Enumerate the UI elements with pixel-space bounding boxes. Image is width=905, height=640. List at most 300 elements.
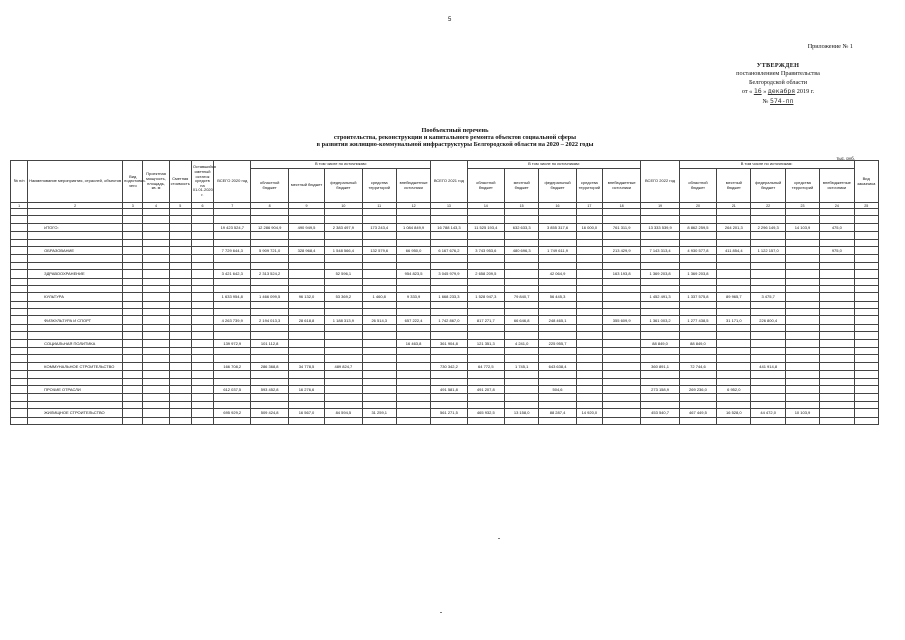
blank-cell	[679, 278, 716, 285]
row-value	[396, 409, 430, 417]
row-empty-cell	[123, 409, 143, 417]
col-header-name: Наименование мероприятия, отраслей, объектов	[28, 161, 123, 203]
blank-cell	[785, 255, 819, 262]
blank-cell	[191, 394, 213, 401]
blank-cell	[576, 309, 602, 316]
row-value	[602, 339, 640, 347]
blank-cell	[641, 285, 679, 292]
col-header-capacity: Проектная мощность, площадь, кв. м	[143, 161, 169, 203]
row-value: 465 932,5	[467, 409, 504, 417]
row-empty-cell	[143, 293, 169, 301]
blank-cell	[602, 324, 640, 331]
blank-cell	[576, 285, 602, 292]
blank-cell	[11, 216, 28, 223]
blank-cell	[602, 355, 640, 362]
approved-heading: УТВЕРЖДЕН	[756, 61, 800, 69]
blank-cell	[576, 417, 602, 424]
blank-cell	[11, 324, 28, 331]
blank-cell	[325, 332, 362, 339]
blank-cell	[820, 255, 854, 262]
blank-cell	[288, 239, 324, 246]
blank-cell	[602, 348, 640, 355]
row-number	[11, 339, 28, 347]
blank-cell	[751, 355, 785, 362]
blank-cell	[143, 232, 169, 239]
row-value: 226 800,4	[751, 316, 785, 324]
blank-cell	[143, 285, 169, 292]
blank-cell	[396, 324, 430, 331]
blank-cell	[505, 216, 539, 223]
blank-cell	[11, 394, 28, 401]
blank-cell	[396, 309, 430, 316]
row-value: 453 540,7	[641, 409, 679, 417]
blank-cell	[431, 232, 467, 239]
column-number: 19	[641, 203, 679, 209]
blank-cell	[288, 309, 324, 316]
row-value: 84 594,5	[325, 409, 362, 417]
blank-row	[11, 371, 879, 378]
blank-cell	[251, 417, 288, 424]
blank-cell	[602, 209, 640, 216]
blank-cell	[362, 417, 396, 424]
row-value: 132 579,6	[362, 246, 396, 254]
col-2020-local: местный бюджет	[288, 169, 324, 203]
blank-cell	[325, 348, 362, 355]
blank-row	[11, 301, 879, 308]
blank-cell	[679, 417, 716, 424]
blank-cell	[679, 239, 716, 246]
blank-cell	[602, 371, 640, 378]
row-value: 490 949,5	[288, 223, 324, 231]
blank-cell	[396, 285, 430, 292]
approval-block	[703, 43, 853, 107]
blank-cell	[251, 209, 288, 216]
blank-cell	[325, 239, 362, 246]
blank-cell	[751, 285, 785, 292]
row-value: 2 296 149,3	[751, 223, 785, 231]
blank-cell	[325, 262, 362, 269]
blank-cell	[467, 371, 504, 378]
blank-cell	[751, 401, 785, 408]
blank-row	[11, 255, 879, 262]
blank-cell	[539, 355, 576, 362]
blank-cell	[539, 309, 576, 316]
column-number: 9	[288, 203, 324, 209]
blank-cell	[28, 301, 123, 308]
row-value	[854, 246, 878, 254]
blank-cell	[820, 371, 854, 378]
blank-cell	[362, 232, 396, 239]
blank-cell	[641, 355, 679, 362]
blank-cell	[576, 401, 602, 408]
blank-row	[11, 332, 879, 339]
blank-cell	[751, 216, 785, 223]
blank-cell	[641, 394, 679, 401]
row-value: 730 342,2	[431, 362, 467, 370]
row-value	[751, 270, 785, 278]
blank-cell	[717, 378, 751, 385]
blank-cell	[785, 285, 819, 292]
blank-cell	[602, 301, 640, 308]
row-empty-cell	[123, 362, 143, 370]
blank-cell	[467, 216, 504, 223]
row-value: 489 824,7	[325, 362, 362, 370]
blank-cell	[288, 209, 324, 216]
blank-cell	[539, 394, 576, 401]
blank-cell	[191, 378, 213, 385]
row-value: 1 122 157,0	[751, 246, 785, 254]
blank-cell	[467, 309, 504, 316]
row-value: 411 854,4	[717, 246, 751, 254]
blank-cell	[396, 348, 430, 355]
blank-cell	[602, 378, 640, 385]
table-row	[11, 316, 879, 324]
row-value	[785, 293, 819, 301]
col-header-total-2021: ВСЕГО 2021 год	[431, 161, 467, 203]
blank-cell	[288, 216, 324, 223]
blank-cell	[396, 394, 430, 401]
blank-cell	[602, 285, 640, 292]
blank-cell	[396, 378, 430, 385]
blank-cell	[214, 348, 251, 355]
row-value: 1 188 313,9	[325, 316, 362, 324]
blank-cell	[576, 216, 602, 223]
table-body	[11, 203, 879, 425]
row-value: 13 333 539,9	[641, 223, 679, 231]
blank-cell	[251, 239, 288, 246]
blank-cell	[191, 309, 213, 316]
row-empty-cell	[143, 223, 169, 231]
title-line-2: строительства, реконструкции и капитального ремонта объектов социальной сферы	[333, 134, 577, 142]
blank-cell	[539, 209, 576, 216]
row-value	[820, 293, 854, 301]
blank-cell	[539, 378, 576, 385]
row-value: 1 633 954,8	[214, 293, 251, 301]
blank-cell	[325, 394, 362, 401]
blank-cell	[396, 232, 430, 239]
blank-cell	[28, 309, 123, 316]
blank-cell	[169, 262, 191, 269]
row-value: 2 194 013,3	[251, 316, 288, 324]
column-number: 1	[11, 203, 28, 209]
blank-cell	[325, 324, 362, 331]
blank-cell	[717, 262, 751, 269]
row-value	[854, 339, 878, 347]
blank-cell	[785, 348, 819, 355]
financing-table	[10, 160, 879, 425]
blank-cell	[467, 417, 504, 424]
row-value	[576, 270, 602, 278]
blank-cell	[362, 285, 396, 292]
row-value: 4 241,0	[505, 339, 539, 347]
blank-cell	[169, 401, 191, 408]
blank-cell	[539, 232, 576, 239]
page-number: 5	[448, 17, 452, 23]
blank-cell	[717, 285, 751, 292]
blank-cell	[505, 348, 539, 355]
row-value	[785, 385, 819, 393]
blank-cell	[169, 285, 191, 292]
row-value	[785, 362, 819, 370]
blank-cell	[191, 371, 213, 378]
column-number: 21	[717, 203, 751, 209]
blank-cell	[251, 355, 288, 362]
blank-cell	[717, 301, 751, 308]
blank-cell	[751, 394, 785, 401]
row-name: ОБРАЗОВАНИЕ	[28, 246, 123, 254]
blank-cell	[169, 216, 191, 223]
row-value	[717, 362, 751, 370]
row-value: 8 862 259,5	[679, 223, 716, 231]
blank-cell	[28, 332, 123, 339]
blank-cell	[820, 355, 854, 362]
row-value: 643 638,4	[539, 362, 576, 370]
row-value: 42 064,9	[539, 270, 576, 278]
col-2021-offbudget: внебюджетные источники	[602, 169, 640, 203]
row-empty-cell	[123, 339, 143, 347]
row-value: 3 855 317,6	[539, 223, 576, 231]
row-value	[396, 385, 430, 393]
blank-cell	[785, 309, 819, 316]
col-2021-territories: средства территорий	[576, 169, 602, 203]
blank-cell	[11, 371, 28, 378]
blank-cell	[169, 255, 191, 262]
blank-cell	[123, 278, 143, 285]
blank-cell	[396, 401, 430, 408]
blank-cell	[820, 209, 854, 216]
blank-cell	[854, 355, 878, 362]
blank-cell	[169, 332, 191, 339]
blank-cell	[576, 394, 602, 401]
row-empty-cell	[143, 362, 169, 370]
blank-cell	[505, 324, 539, 331]
blank-cell	[169, 301, 191, 308]
blank-cell	[505, 355, 539, 362]
blank-cell	[785, 239, 819, 246]
blank-cell	[28, 348, 123, 355]
blank-cell	[751, 309, 785, 316]
row-empty-cell	[143, 385, 169, 393]
blank-row	[11, 239, 879, 246]
blank-cell	[785, 278, 819, 285]
row-value: 7 143 313,4	[641, 246, 679, 254]
blank-cell	[28, 209, 123, 216]
blank-cell	[143, 371, 169, 378]
blank-cell	[576, 278, 602, 285]
blank-cell	[717, 216, 751, 223]
blank-cell	[576, 262, 602, 269]
row-number	[11, 270, 28, 278]
row-value: 6 167 676,2	[431, 246, 467, 254]
row-value	[751, 339, 785, 347]
blank-cell	[717, 417, 751, 424]
blank-cell	[854, 278, 878, 285]
row-value	[854, 270, 878, 278]
blank-cell	[143, 378, 169, 385]
row-empty-cell	[169, 362, 191, 370]
row-empty-cell	[169, 293, 191, 301]
row-value: 328 968,4	[288, 246, 324, 254]
row-value	[854, 362, 878, 370]
row-value: 1 361 003,2	[641, 316, 679, 324]
row-value: 14 103,9	[785, 223, 819, 231]
row-value: 10 103,9	[785, 409, 819, 417]
row-name: ИТОГО:	[28, 223, 123, 231]
blank-cell	[123, 232, 143, 239]
blank-cell	[785, 355, 819, 362]
blank-cell	[251, 309, 288, 316]
blank-cell	[214, 232, 251, 239]
row-name: СОЦИАЛЬНАЯ ПОЛИТИКА	[28, 339, 123, 347]
row-value	[717, 339, 751, 347]
blank-cell	[854, 216, 878, 223]
blank-cell	[288, 285, 324, 292]
blank-cell	[505, 417, 539, 424]
blank-cell	[325, 309, 362, 316]
blank-cell	[785, 324, 819, 331]
row-value: 225 955,7	[539, 339, 576, 347]
blank-cell	[505, 401, 539, 408]
blank-cell	[11, 378, 28, 385]
blank-cell	[785, 332, 819, 339]
row-value: 593 452,8	[251, 385, 288, 393]
blank-cell	[396, 278, 430, 285]
blank-cell	[191, 355, 213, 362]
row-value: 3 045 979,9	[431, 270, 467, 278]
blank-cell	[28, 216, 123, 223]
row-value: 14 920,0	[576, 409, 602, 417]
blank-row	[11, 417, 879, 424]
blank-cell	[751, 417, 785, 424]
blank-cell	[251, 401, 288, 408]
blank-cell	[431, 371, 467, 378]
col-header-remainder: Оставшийся сметный остаток средств на 01.01.2020 г.	[191, 161, 213, 203]
blank-cell	[214, 371, 251, 378]
blank-cell	[679, 394, 716, 401]
col-2022-federal: федеральный бюджет	[751, 169, 785, 203]
blank-cell	[325, 371, 362, 378]
blank-cell	[641, 216, 679, 223]
blank-cell	[820, 417, 854, 424]
blank-cell	[641, 332, 679, 339]
row-name: ЗДРАВООХРАНЕНИЕ	[28, 270, 123, 278]
blank-cell	[854, 324, 878, 331]
blank-cell	[539, 216, 576, 223]
row-value	[362, 270, 396, 278]
row-value: 13 158,0	[505, 409, 539, 417]
row-value	[785, 270, 819, 278]
row-value: 657 222,4	[396, 316, 430, 324]
blank-cell	[325, 209, 362, 216]
blank-cell	[641, 378, 679, 385]
blank-cell	[467, 378, 504, 385]
blank-cell	[396, 209, 430, 216]
blank-cell	[396, 216, 430, 223]
blank-cell	[362, 278, 396, 285]
col-group-2020: В том числе по источникам:	[251, 161, 431, 169]
row-empty-cell	[123, 385, 143, 393]
blank-cell	[641, 232, 679, 239]
col-header-total-2022: ВСЕГО 2022 год	[641, 161, 679, 203]
blank-cell	[28, 255, 123, 262]
blank-cell	[820, 285, 854, 292]
blank-cell	[288, 301, 324, 308]
blank-cell	[288, 394, 324, 401]
row-value: 4 263 739,9	[214, 316, 251, 324]
col-2022-local: местный бюджет	[717, 169, 751, 203]
blank-cell	[505, 285, 539, 292]
row-value: 31 259,1	[362, 409, 396, 417]
approval-number	[703, 97, 853, 107]
blank-cell	[679, 232, 716, 239]
blank-cell	[288, 371, 324, 378]
row-value	[602, 409, 640, 417]
row-empty-cell	[191, 316, 213, 324]
blank-cell	[362, 394, 396, 401]
blank-cell	[539, 262, 576, 269]
row-value: 101 112,8	[251, 339, 288, 347]
blank-cell	[576, 324, 602, 331]
blank-cell	[11, 232, 28, 239]
blank-cell	[854, 285, 878, 292]
blank-cell	[28, 262, 123, 269]
blank-cell	[576, 378, 602, 385]
row-value: 53 369,2	[325, 293, 362, 301]
blank-cell	[602, 262, 640, 269]
blank-cell	[467, 255, 504, 262]
blank-cell	[28, 417, 123, 424]
blank-cell	[505, 378, 539, 385]
blank-cell	[191, 417, 213, 424]
row-empty-cell	[123, 223, 143, 231]
blank-cell	[325, 417, 362, 424]
column-number: 16	[539, 203, 576, 209]
row-value: 9 333,9	[396, 293, 430, 301]
blank-cell	[854, 394, 878, 401]
row-value	[505, 270, 539, 278]
blank-cell	[576, 332, 602, 339]
blank-cell	[191, 209, 213, 216]
blank-cell	[169, 348, 191, 355]
blank-cell	[641, 262, 679, 269]
blank-cell	[123, 216, 143, 223]
blank-cell	[143, 324, 169, 331]
blank-cell	[785, 262, 819, 269]
blank-cell	[431, 348, 467, 355]
blank-cell	[751, 255, 785, 262]
row-value: 88 287,4	[539, 409, 576, 417]
blank-cell	[717, 309, 751, 316]
blank-cell	[288, 262, 324, 269]
blank-cell	[785, 401, 819, 408]
row-name: ПРОЧИЕ ОТРАСЛИ	[28, 385, 123, 393]
row-value: 34 778,5	[288, 362, 324, 370]
blank-row	[11, 278, 879, 285]
column-number: 15	[505, 203, 539, 209]
blank-cell	[717, 324, 751, 331]
blank-cell	[854, 262, 878, 269]
blank-cell	[717, 401, 751, 408]
scan-speck	[440, 612, 442, 613]
table-row	[11, 246, 879, 254]
row-value: 3 475,7	[751, 293, 785, 301]
row-empty-cell	[169, 316, 191, 324]
blank-cell	[467, 278, 504, 285]
blank-cell	[679, 209, 716, 216]
blank-cell	[251, 394, 288, 401]
blank-cell	[28, 401, 123, 408]
blank-cell	[123, 262, 143, 269]
